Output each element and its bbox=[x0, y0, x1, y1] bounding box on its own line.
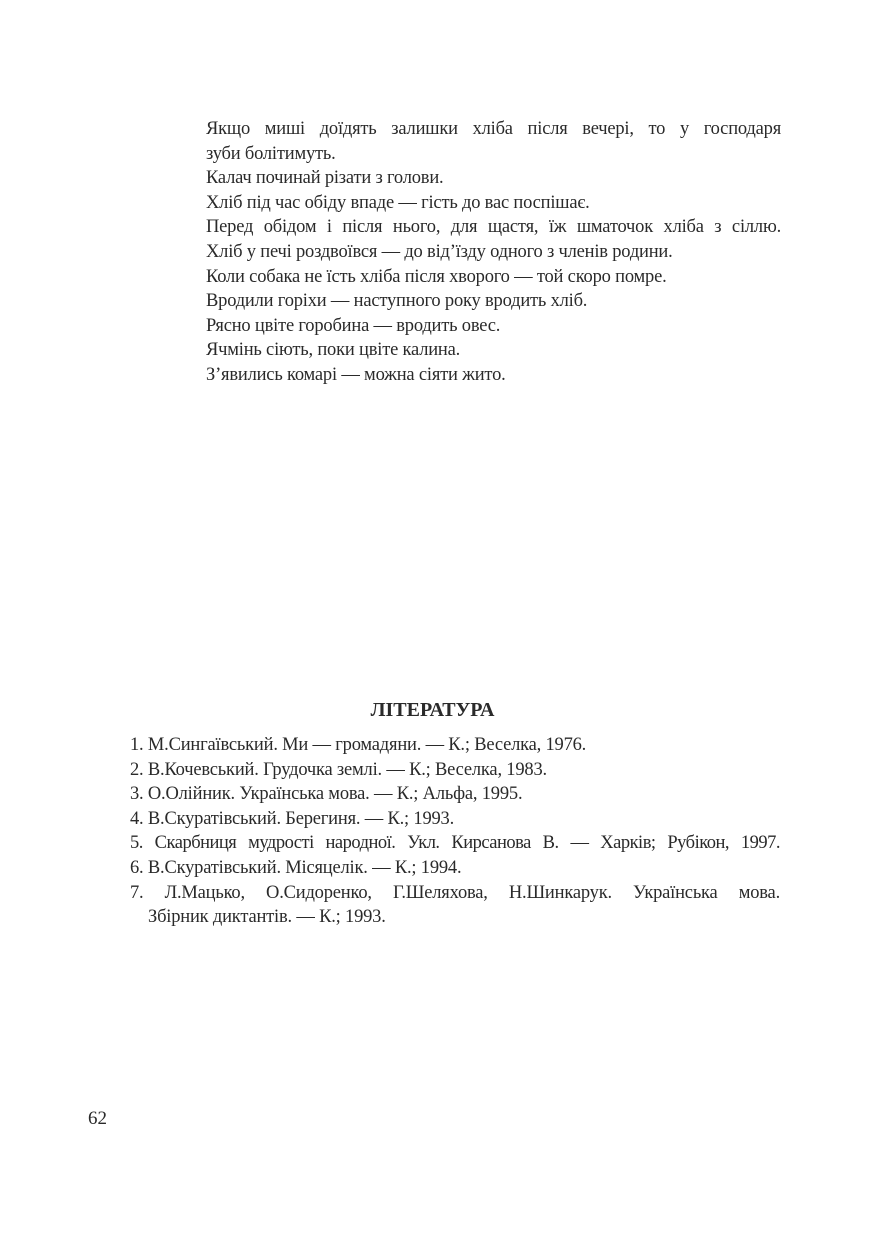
proverbs-list bbox=[206, 117, 781, 388]
proverb-line: Хліб під час обіду впаде — гість до вас поспішає. bbox=[206, 192, 590, 213]
literature-item: 1. М.Сингаївський. Ми — громадяни. — К.; Веселка, 1976. bbox=[130, 735, 587, 755]
proverb-line: Калач починай різати з голови. bbox=[206, 168, 444, 189]
literature-item: 4. В.Скуратівський. Берегиня. — К.; 1993. bbox=[130, 808, 455, 829]
proverb-line: Хліб у печі роздвоївся — до від’їзду одного з членів родини. bbox=[206, 241, 673, 262]
literature-heading: ЛІТЕРАТУРА bbox=[370, 699, 495, 721]
proverb-line: Рясно цвіте горобина — вродить овес. bbox=[206, 315, 501, 336]
literature-item: 5. Скарбниця мудрості народної. Укл. Кирсанова В. — Харків; Рубікон, 1997. bbox=[130, 833, 780, 854]
literature-item-continuation: Збірник диктантів. — К.; 1993. bbox=[148, 907, 386, 928]
literature-item: 3. О.Олійник. Українська мова. — К.; Альфа, 1995. bbox=[130, 784, 523, 805]
proverb-line: зуби болітимуть. bbox=[206, 143, 336, 164]
literature-item: 6. В.Скуратівський. Місяцелік. — К.; 1994. bbox=[130, 857, 462, 878]
literature-item: 7. Л.Мацько, О.Сидоренко, Г.Шеляхова, Н.Шинкарук. Українська мова. bbox=[130, 882, 780, 903]
page-number: 62 bbox=[88, 1108, 107, 1129]
proverb-line: Якщо миші доїдять залишки хліба після вечері, то у господаря bbox=[206, 119, 781, 139]
proverb-line: Вродили горіхи — наступного року вродить хліб. bbox=[206, 291, 588, 312]
proverb-line: Перед обідом і після нього, для щастя, їж шматочок хліба з сіллю. bbox=[206, 217, 781, 238]
proverb-line: Коли собака не їсть хліба після хворого — той скоро помре. bbox=[206, 266, 667, 287]
literature-item: 2. В.Кочевський. Грудочка землі. — К.; Веселка, 1983. bbox=[130, 759, 547, 780]
proverb-line: Ячмінь сіють, поки цвіте калина. bbox=[206, 340, 461, 361]
proverb-line: З’явились комарі — можна сіяти жито. bbox=[206, 364, 506, 385]
literature-list bbox=[130, 733, 780, 930]
